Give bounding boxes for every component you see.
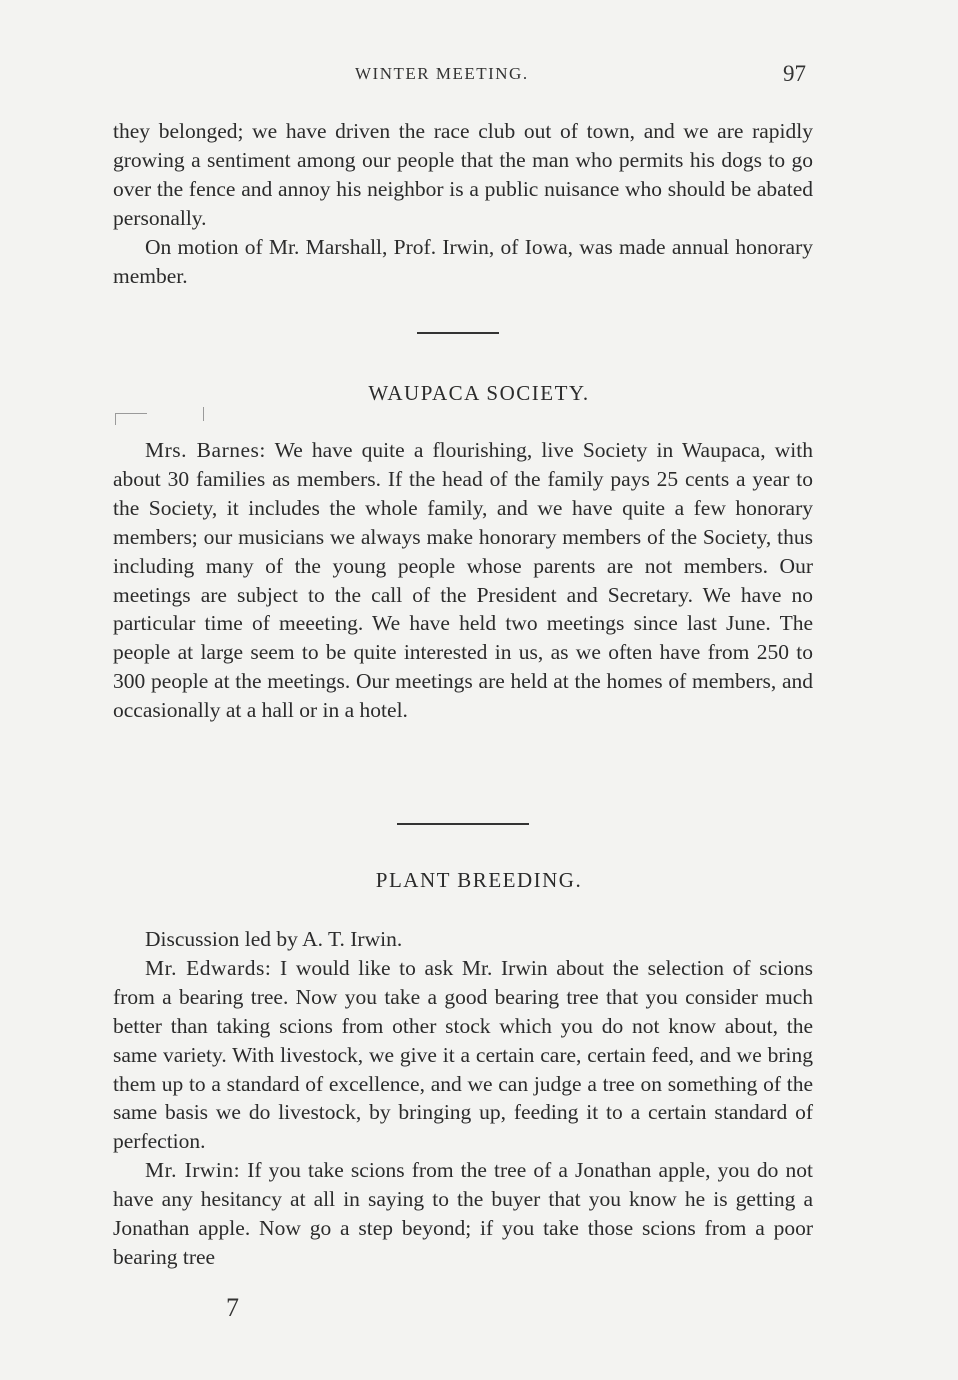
speaker-label: Mr. Edwards: <box>145 955 272 980</box>
waupaca-heading: WAUPACA SOCIETY. <box>368 381 590 405</box>
running-head <box>0 61 958 88</box>
waupaca-paragraph <box>113 436 813 725</box>
motion-paragraph: On motion of Mr. Marshall, Prof. Irwin, of Iowa, was made annual honorary member. <box>113 234 813 288</box>
running-title: WINTER MEETING. <box>355 64 529 83</box>
speech-text: We have quite a flourishing, live Society in Waupaca, with about 30 families as members. If the head of the family pays 25 cents a year to the Society, it includes the whole family, and we have quite a few honorary members; our musicians we always make honorary members of the Society, thus including many of the young people whose parents are not members. Our meetings are subject to the call of the President and Secretary. We have no particular time of meeeting. We have held two meetings since last June. The people at large seem to be quite interested in us, as we often have from 250 to 300 people at the meetings. Our meetings are held at the homes of members, and occasionally at a hall or in a hotel. <box>113 438 813 723</box>
speech-text: If you take scions from the tree of a Jonathan apple, you do not have any hesitancy at all in saying to the buyer that you know he is getting a Jonathan apple. Now go a step beyond; if you take those scions from a poor bearing tree <box>113 1158 814 1269</box>
speech-text: I would like to ask Mr. Irwin about the selection of scions from a bearing tree. Now you take a good bearing tree that you consider much better than taking scions from other stock which you do not know about, the same variety. With livestock, we give it a certain care, certain feed, and we bring them up to a standard of excellence, and we can judge a tree on something of the same basis we do livestock, by bringing up, feeding it to a certain standard of perfection. <box>113 955 814 1154</box>
discussion-intro: Discussion led by A. T. Irwin. <box>145 927 403 951</box>
print-mark <box>203 407 204 421</box>
section-divider-rule <box>397 823 529 825</box>
edwards-paragraph <box>113 954 813 1156</box>
waupaca-text-block <box>113 436 813 725</box>
continued-paragraph: they belonged; we have driven the race club out of town, and we are rapidly growing a sentiment among our people that the man who permits his dogs to go over the fence and annoy his neighbor is a public nuisance who should be abated personally. <box>113 119 813 230</box>
page-number: 97 <box>783 61 806 86</box>
section-divider-rule <box>417 332 499 334</box>
print-mark <box>115 413 116 425</box>
speaker-label: Mrs. Barnes: <box>145 438 266 462</box>
irwin-paragraph <box>113 1156 813 1272</box>
plant-breeding-heading: PLANT BREEDING. <box>375 868 583 892</box>
speaker-label: Mr. Irwin: <box>145 1158 241 1183</box>
print-mark <box>115 413 147 414</box>
plant-breeding-text-block <box>113 925 813 1272</box>
opening-text-block <box>113 117 813 290</box>
signature-mark: 7 <box>226 1293 239 1322</box>
